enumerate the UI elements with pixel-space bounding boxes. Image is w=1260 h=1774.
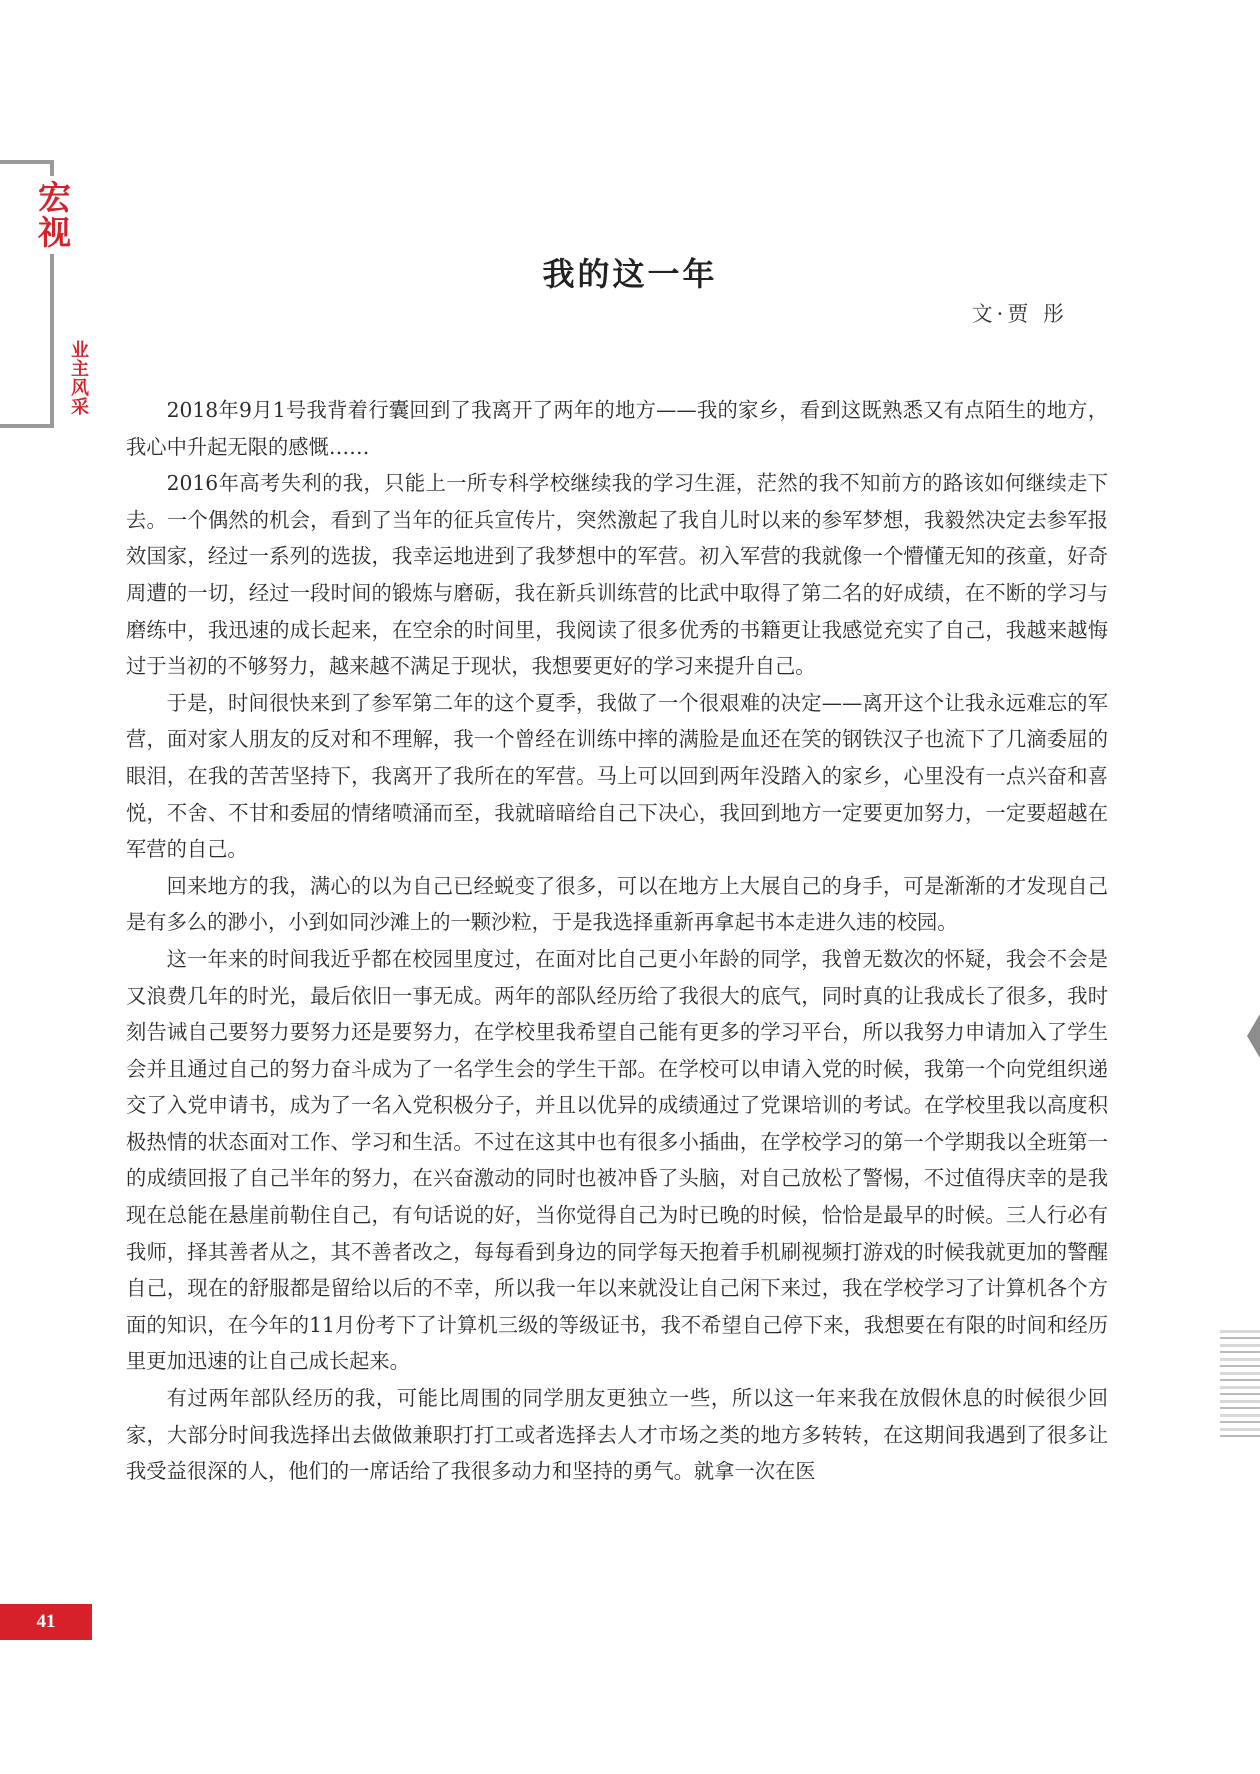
paragraph: 于是，时间很快来到了参军第二年的这个夏季，我做了一个很艰难的决定——离开这个让我永远难忘的军营，面对家人朋友的反对和不理解，我一个曾经在训练中摔的满脸是血还在笑的钢铁汉子也流下了几滴委屈的眼泪，在我的苦苦坚持下，我离开了我所在的军营。马上可以回到两年没踏入的家乡，心里没有一点兴奋和喜悦，不舍、不甘和委屈的情绪喷涌而至，我就暗暗给自己下决心，我回到地方一定要更加努力，一定要超越在军营的自己。	[126, 690, 1108, 862]
paragraph: 这一年来的时间我近乎都在校园里度过，在面对比自己更小年龄的同学，我曾无数次的怀疑，我会不会是又浪费几年的时光，最后依旧一事无成。两年的部队经历给了我很大的底气，同时真的让我成长了很多，我时刻告诫自己要努力要努力还是要努力，在学校里我希望自己能有更多的学习平台，所以我努力申请加入了学生会并且通过自己的努力奋斗成为了一名学生会的学生干部。在学校可以申请入党的时候，我第一个向党组织递交了入党申请书，成为了一名入党积极分子，并且以优异的成绩通过了党课培训的考试。在学校里我以高度积极热情的状态面对工作、学习和生活。不过在这其中也有很多小插曲，在学校学习的第一个学期我以全班第一的成绩回报了自己半年的努力，在兴奋激动的同时也被冲昏了头脑，对自己放松了警惕，不过值得庆幸的是我现在总能在悬崖前勒住自己，有句话说的好，当你觉得自己为时已晚的时候，恰恰是最早的时候。三人行必有我师，择其善者从之，其不善者改之，每每看到身边的同学每天抱着手机刷视频打游戏的时候我就更加的警醒自己，现在的舒服都是留给以后的不幸，所以我一年以来就没让自己闲下来过，我在学校学习了计算机各个方面的知识，在今年的11月份考下了计算机三级的等级证书，我不希望自己停下来，我想要在有限的时间和经历里更加迅速的让自己成长起来。	[126, 946, 1108, 1374]
sidebar-bracket-top	[0, 160, 54, 164]
edge-decoration-image	[1220, 1330, 1260, 1440]
article-body	[126, 392, 1108, 1490]
paragraph: 2018年9月1号我背着行囊回到了我离开了两年的地方——我的家乡，看到这既熟悉又有点陌生的地方，我心中升起无限的感慨……	[126, 398, 1108, 459]
article-title: 我的这一年	[542, 255, 718, 294]
paragraph: 2016年高考失利的我，只能上一所专科学校继续我的学习生涯，茫然的我不知前方的路该如何继续走下去。一个偶然的机会，看到了当年的征兵宣传片，突然激起了我自儿时以来的参军梦想，我毅然决定去参军报效国家，经过一系列的选拔，我幸运地进到了我梦想中的军营。初入军营的我就像一个懵懂无知的孩童，好奇周遭的一切，经过一段时间的锻炼与磨砺，我在新兵训练营的比武中取得了第二名的好成绩，在不断的学习与磨练中，我迅速的成长起来，在空余的时间里，我阅读了很多优秀的书籍更让我感觉充实了自己，我越来越悔过于当初的不够努力，越来越不满足于现状，我想要更好的学习来提升自己。	[126, 471, 1108, 679]
section-title: 宏视	[32, 176, 72, 254]
subsection-title: 业主风采	[68, 340, 89, 416]
sidebar-bracket-bottom	[0, 424, 54, 428]
paragraph: 回来地方的我，满心的以为自己已经蜕变了很多，可以在地方上大展自己的身手，可是渐渐的才发现自己是有多么的渺小，小到如同沙滩上的一颗沙粒，于是我选择重新再拿起书本走进久违的校园。	[126, 873, 1108, 935]
paragraph: 有过两年部队经历的我，可能比周围的同学朋友更独立一些，所以这一年来我在放假休息的时候很少回家，大部分时间我选择出去做做兼职打打工或者选择去人才市场之类的地方多转转，在这期间我遇到了很多让我受益很深的人，他们的一席话给了我很多动力和坚持的勇气。就拿一次在医	[126, 1386, 1108, 1484]
page-number: 41	[0, 1604, 92, 1640]
edge-decoration	[1247, 1014, 1260, 1058]
author-byline: 文·贾 彤	[971, 302, 1068, 326]
